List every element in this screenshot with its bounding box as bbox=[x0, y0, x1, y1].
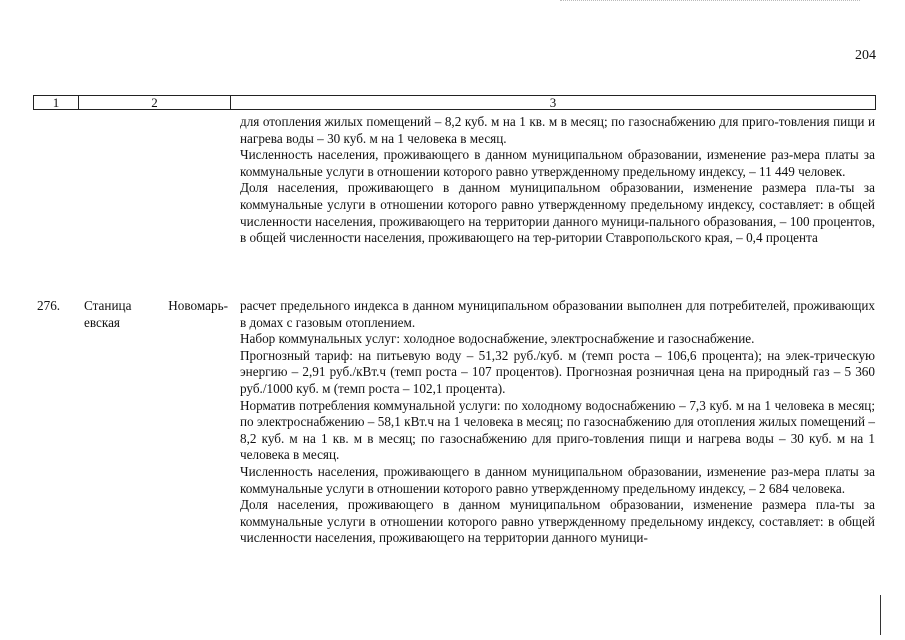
paragraph: Норматив потребления коммунальной услуги: по холодному водоснабжению – 7,3 куб. м на 1 человека в месяц; по электроснабжению – 58,1 кВт.ч на 1 человека в месяц; по газоснабжению для отопления жилых помещений – 8,2 куб. м на 1 кв. м в месяц; по газоснабжению для приго-товления пищи и нагрева воды – 30 куб. м на 1 человека в месяц. bbox=[240, 397, 875, 463]
entry-number: 276. bbox=[37, 298, 61, 313]
paragraph: Набор коммунальных услуг: холодное водоснабжение, электроснабжение и газоснабжение. bbox=[240, 331, 755, 347]
column-header-3: 3 bbox=[549, 95, 557, 110]
scan-artifact bbox=[560, 0, 860, 5]
paragraph: Доля населения, проживающего в данном муниципальном образовании, изменение размера пла-ты за коммунальные услуги в отношении которого равно утвержденному предельному индексу, составляет: в общей численности населения, проживающего на территории данного муници-пального образования, – 100 процентов, в общей численности населения, проживающего на тер-ритории Ставропольского края, – 0,4 процента bbox=[240, 180, 875, 246]
previous-entry-text bbox=[240, 114, 875, 247]
table-column-header bbox=[33, 95, 876, 110]
entry-text bbox=[240, 298, 875, 547]
column-header-1: 1 bbox=[34, 96, 79, 109]
paragraph: расчет предельного индекса в данном муниципальном образовании выполнен для потребителей, проживающих в домах с газовым отоплением. bbox=[240, 298, 875, 330]
entry-name: Станица Новомарь-евская bbox=[84, 298, 228, 330]
paragraph: Прогнозный тариф: на питьевую воду – 51,32 руб./куб. м (темп роста – 106,6 процента); на элек-трическую энергию – 2,91 руб./кВт.ч (темп роста – 107 процентов). Прогнозная розничная цена на природный газ – 5 360 руб./1000 куб. м (темп роста – 102,1 процента). bbox=[240, 347, 875, 396]
paragraph: Численность населения, проживающего в данном муниципальном образовании, изменение раз-мера платы за коммунальные услуги в отношении которого равно утвержденному предельному индексу, – 11 449 человек. bbox=[240, 147, 875, 179]
page-number: 204 bbox=[855, 48, 876, 63]
paragraph: Численность населения, проживающего в данном муниципальном образовании, изменение раз-мера платы за коммунальные услуги в отношении которого равно утвержденному предельному индексу, – 2 684 человека. bbox=[240, 463, 875, 496]
column-header-2: 2 bbox=[79, 96, 231, 109]
paragraph: для отопления жилых помещений – 8,2 куб. м на 1 кв. м в месяц; по газоснабжению для приго-товления пищи и нагрева воды – 30 куб. м на 1 человека в месяц. bbox=[240, 114, 875, 146]
margin-line bbox=[880, 595, 881, 635]
paragraph: Доля населения, проживающего в данном муниципальном образовании, изменение размера пла-ты за коммунальные услуги в отношении которого равно утвержденному предельному индексу, составляет: в общей численности населения, проживающего на территории данного муници- bbox=[240, 497, 875, 546]
